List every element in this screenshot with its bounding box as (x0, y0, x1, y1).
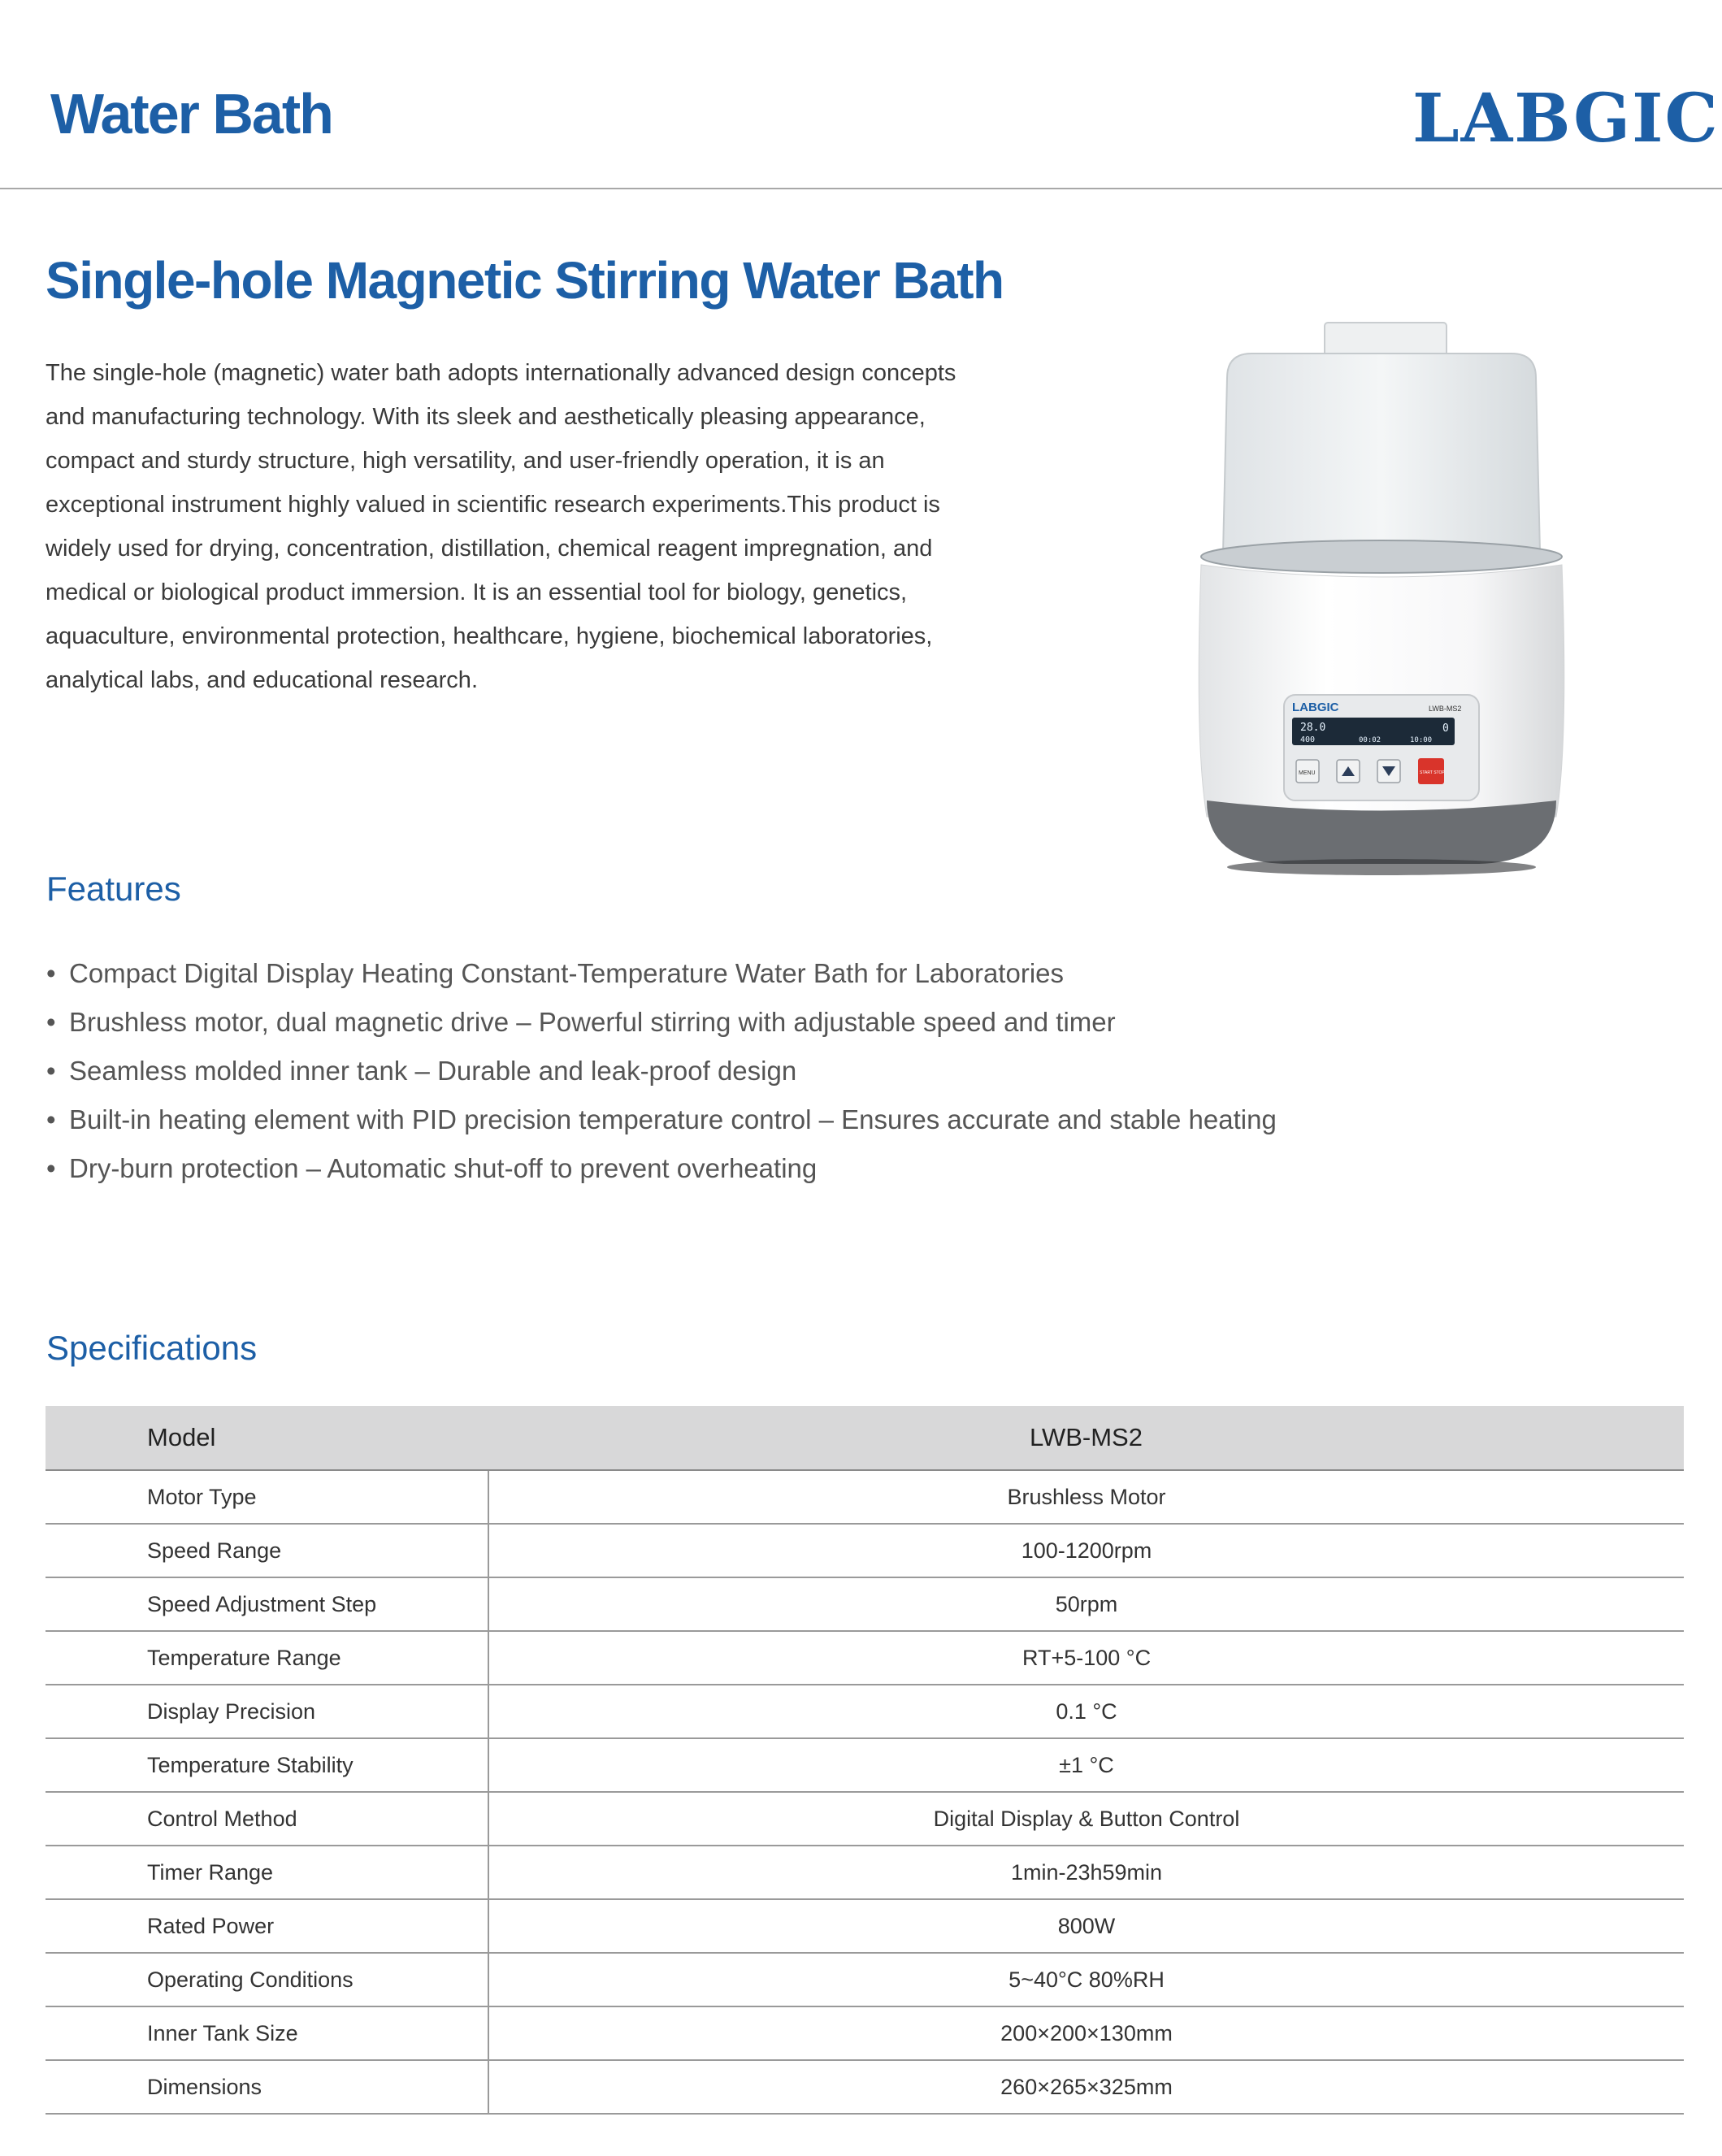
menu-button-label: MENU (1299, 770, 1316, 776)
table-row (46, 1792, 1684, 1846)
header-label: Model (46, 1406, 488, 1470)
svg-text:00:02: 00:02 (1359, 736, 1382, 744)
spec-value: RT+5-100 °C (488, 1631, 1684, 1685)
table-row (46, 2060, 1684, 2114)
svg-text:0: 0 (1442, 722, 1449, 735)
product-description: The single-hole (magnetic) water bath adopts internationally advanced design concepts and manufacturing technology. With its sleek and aesthetically pleasing appearance, compact and sturdy structure, high versatility, and user-friendly operation, it is an exceptional instrument highly valued in scientific research experiments.This product is widely used for drying, concentration, distillation, chemical reagent impregnation, and medical or biological product immersion. It is an essential tool for biology, genetics, aquaculture, environmental protection, healthcare, hygiene, biochemical laboratories, analytical labs, and educational research. (46, 360, 956, 693)
lid-handle (1325, 323, 1447, 357)
spec-label: Speed Range (46, 1524, 488, 1577)
spec-label: Temperature Stability (46, 1738, 488, 1792)
table-row (46, 1738, 1684, 1792)
spec-value: 800W (488, 1899, 1684, 1953)
spec-label: Timer Range (46, 1846, 488, 1899)
table-row (46, 1470, 1684, 1524)
steel-rim (1201, 540, 1562, 573)
spec-label: Motor Type (46, 1470, 488, 1524)
spec-label: Inner Tank Size (46, 2006, 488, 2060)
bullet-icon: • (46, 1104, 56, 1134)
features-heading: Features (46, 870, 181, 908)
spec-value: 50rpm (488, 1577, 1684, 1631)
table-row (46, 1631, 1684, 1685)
page-header-title: Water Bath (50, 82, 332, 145)
lid (1223, 354, 1540, 553)
bullet-icon: • (46, 1153, 56, 1183)
feature-item: • Compact Digital Display Heating Constant-Temperature Water Bath for Laboratories (46, 949, 1277, 998)
feature-item: • Seamless molded inner tank – Durable and leak-proof design (46, 1047, 1277, 1095)
spec-value: ±1 °C (488, 1738, 1684, 1792)
svg-text:28.0: 28.0 (1300, 722, 1326, 734)
features-list (46, 949, 1277, 1193)
specifications-table (46, 1406, 1684, 2115)
spec-label: Control Method (46, 1792, 488, 1846)
svg-text:10:00: 10:00 (1410, 736, 1433, 744)
spec-value: 100-1200rpm (488, 1524, 1684, 1577)
table-row (46, 1685, 1684, 1738)
product-image (1170, 321, 1593, 882)
table-row (46, 1899, 1684, 1953)
feature-item: • Dry-burn protection – Automatic shut-off to prevent overheating (46, 1144, 1277, 1193)
bullet-icon: • (46, 1007, 56, 1037)
spec-label: Speed Adjustment Step (46, 1577, 488, 1631)
spec-value: 260×265×325mm (488, 2060, 1684, 2114)
spec-label: Rated Power (46, 1899, 488, 1953)
table-row (46, 1524, 1684, 1577)
table-row (46, 1846, 1684, 1899)
feature-item: • Brushless motor, dual magnetic drive – Powerful stirring with adjustable speed and timer (46, 998, 1277, 1047)
spec-value: Digital Display & Button Control (488, 1792, 1684, 1846)
spec-value: Brushless Motor (488, 1470, 1684, 1524)
spec-label: Temperature Range (46, 1631, 488, 1685)
header-value: LWB-MS2 (488, 1406, 1684, 1470)
header-divider (0, 188, 1722, 189)
table-row (46, 2006, 1684, 2060)
panel-brand: LABGIC (1292, 701, 1339, 714)
spec-label: Dimensions (46, 2060, 488, 2114)
spec-value: 5~40°C 80%RH (488, 1953, 1684, 2006)
spec-value: 0.1 °C (488, 1685, 1684, 1738)
panel-model: LWB-MS2 (1429, 705, 1462, 713)
table-header-row (46, 1406, 1684, 1470)
start-stop-label: START STOP (1420, 770, 1445, 775)
table-row (46, 1953, 1684, 2006)
bullet-icon: • (46, 1056, 56, 1086)
table-row (46, 1577, 1684, 1631)
brand-logo: LABGIC (1412, 80, 1720, 158)
spec-label: Operating Conditions (46, 1953, 488, 2006)
feature-item: • Built-in heating element with PID precision temperature control – Ensures accurate and stable heating (46, 1095, 1277, 1144)
svg-text:400: 400 (1300, 735, 1316, 744)
specifications-heading: Specifications (46, 1329, 258, 1367)
spec-value: 1min-23h59min (488, 1846, 1684, 1899)
product-title: Single-hole Magnetic Stirring Water Bath (46, 251, 1004, 310)
spec-value: 200×200×130mm (488, 2006, 1684, 2060)
spec-label: Display Precision (46, 1685, 488, 1738)
bullet-icon: • (46, 958, 56, 988)
